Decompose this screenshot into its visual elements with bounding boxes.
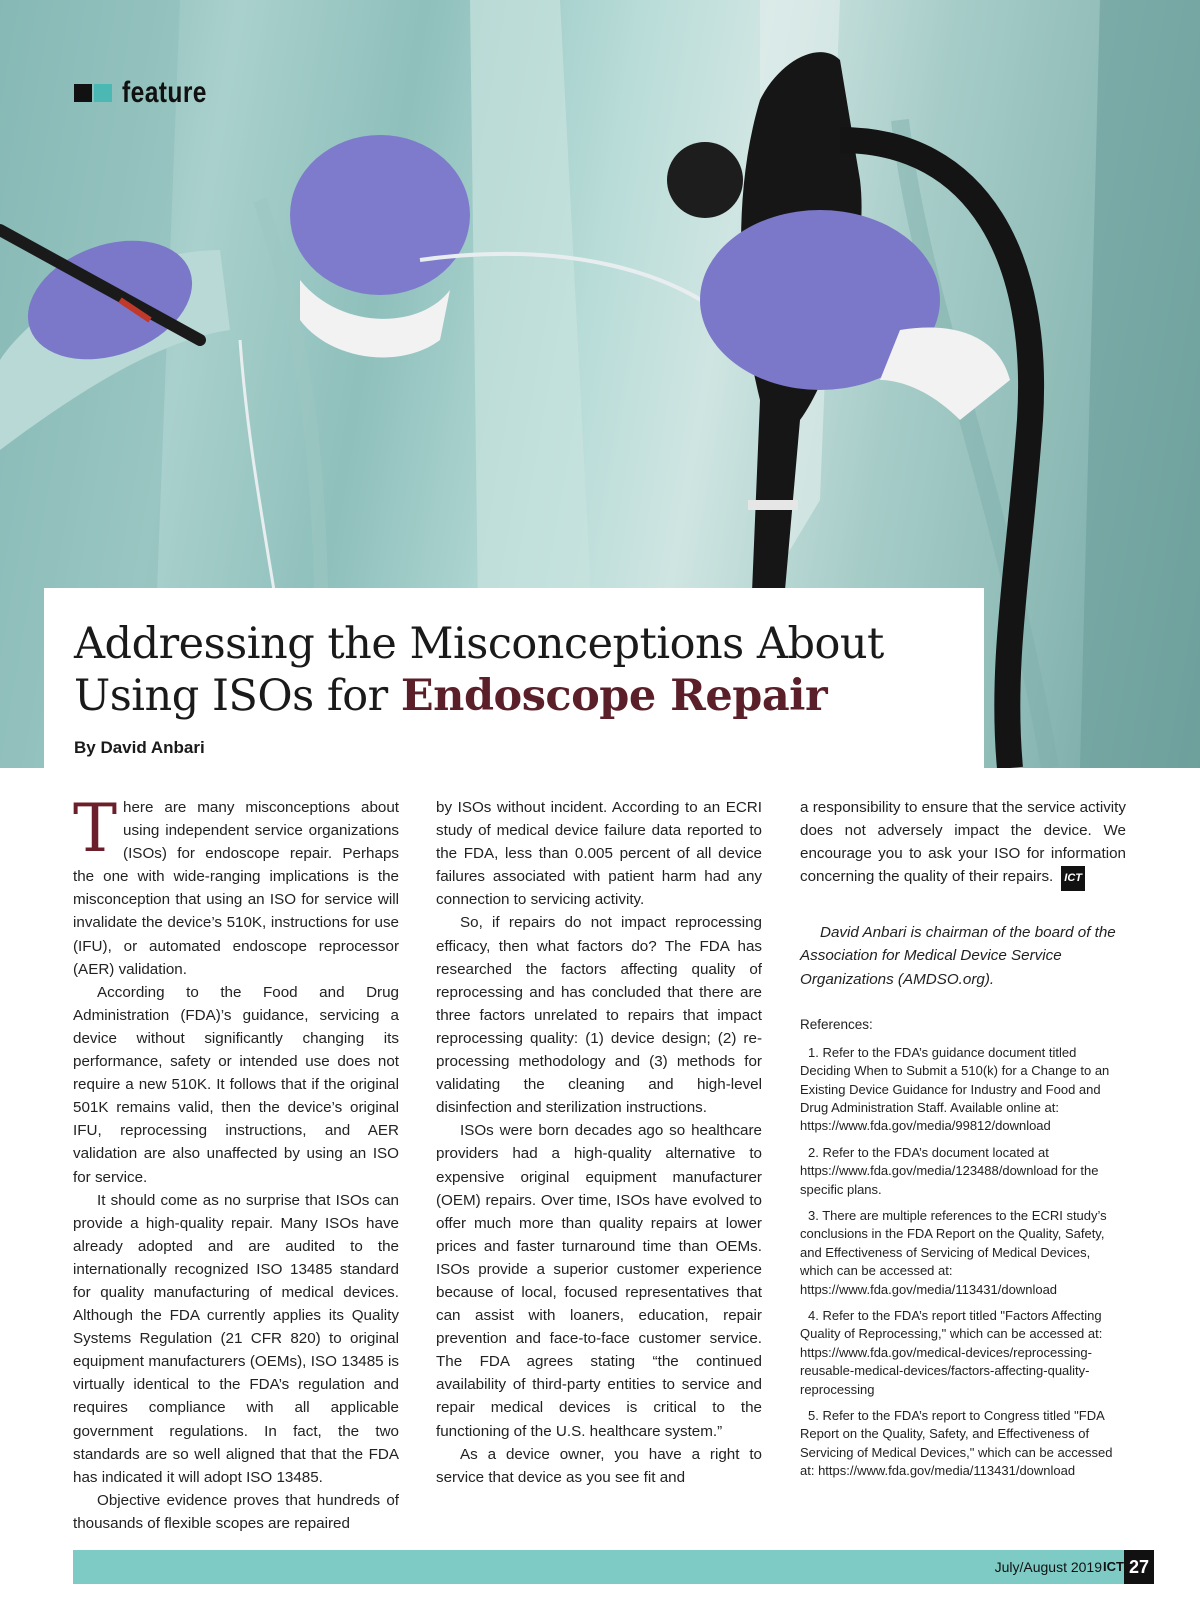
author-bio: David Anbari is chairman of the board of the Association for Medical Device Service Organizations (AMDSO.org). — [800, 924, 1116, 988]
reference-item: 3. There are multiple references to the ECRI study’s conclusions in the FDA Report on the Quality, Safety, and Effectiveness of Servicing of Medical Devices, which can be accessed at: https://www.fda.gov/media/113431/download — [800, 1208, 1107, 1297]
title-accent: Endoscope Repair — [400, 671, 828, 721]
paragraph-7-text: a responsibility to ensure that the service activity does not adversely impact the device. We encourage you to ask your ISO for information concerning the quality of their repairs. — [800, 799, 1126, 886]
paragraph-3: It should come as no surprise that ISOs can provide a high-quality repair. Many ISOs have already adopted and are audited to the internationally recognized ISO 13485 standard for quality manufacturing of medical devices. Although the FDA currently applies its Quality Systems Regulation (21 CFR 820) to original equipment manufacturers (OEMs), ISO 13485 is virtually identical to the FDA’s regulation and requires compliance with all applicable government regulations. In fact, the two standards are so well aligned that that the FDA has indicated it will adopt ISO 13485. — [73, 1191, 399, 1486]
article-column-3 — [800, 796, 1126, 1481]
section-square-dark — [74, 84, 92, 102]
paragraph-4-start: Objective evidence proves that hundreds of thousands of flexible scopes are repaired — [73, 1491, 399, 1532]
page-number: 27 — [1124, 1550, 1154, 1584]
paragraph-7-start: As a device owner, you have a right to service that device as you see fit and — [436, 1445, 762, 1486]
reference-item: 5. Refer to the FDA’s report to Congress titled "FDA Report on the Quality, Safety, and Effectiveness of Servicing of Medical Devices," which can be accessed at: https://www.fda.gov/media/113431/download — [800, 1408, 1113, 1479]
title-box — [44, 588, 984, 768]
byline: By David Anbari — [74, 738, 205, 757]
paragraph-5: So, if repairs do not impact reprocessing efficacy, then what factors do? The FDA has researched the factors affecting quality of reprocessing and has concluded that there are three factors unrelated to repairs that impact reprocessing quality: (1) device design; (2) re-processing methodology and (3) methods for validating the cleaning and high-level disinfection and sterilization instructions. — [436, 914, 762, 1117]
paragraph-4-continued: by ISOs without incident. According to an ECRI study of medical device failure data reported to the FDA, less than 0.005 percent of all device failures associated with patient harm had any connection to servicing activity. — [436, 799, 762, 909]
paragraph-6: ISOs were born decades ago so healthcare providers had a high-quality alternative to expensive original equipment manufacturer (OEM) repairs. Over time, ISOs have evolved to offer much more than quality repairs at lower prices and faster turnaround time than OEMs. ISOs provide a superior customer experience because of local, focused representatives that can assist with loaners, education, repair prevention and face-to-face customer service. The FDA agrees stating “the continued availability of third-party entities to service and repair medical devices is critical to the functioning of the U.S. healthcare system.” — [436, 1122, 762, 1440]
reference-item: 1. Refer to the FDA’s guidance document titled Deciding When to Submit a 510(k) for a Change to an Existing Device Guidance for Industry and Food and Drug Administration Staff. Available online at: https://www.fda.gov/media/99812/download — [800, 1044, 1110, 1134]
reference-item: 4. Refer to the FDA’s report titled "Factors Affecting Quality of Reprocessing," which can be accessed at: https://www.fda.gov/medical-devices/reprocessing-reusable-medical-devices/factors-affecting-quality-reprocessing — [800, 1308, 1103, 1397]
footer-issue: July/August 2019 — [994, 1559, 1102, 1575]
drop-cap: T — [73, 790, 118, 867]
footer-magazine: ICT — [1103, 1559, 1124, 1574]
article-title — [74, 618, 884, 722]
end-mark-logo: ICT — [1061, 866, 1085, 891]
paragraph-1 — [73, 790, 399, 981]
reference-item: 2. Refer to the FDA’s document located at https://www.fda.gov/media/123488/download for the specific plans. — [800, 1144, 1099, 1197]
paragraph-2: According to the Food and Drug Administration (FDA)’s guidance, servicing a device without significantly changing its performance, safety or intended use does not require a new 510K. It follows that if the original 501K remains valid, then the device’s original IFU, reprocessing instructions, and AER validation are also unaffected by using an ISO for service. — [73, 983, 399, 1186]
paragraph-1-text: here are many misconceptions about using independent service organizations (ISOs) for endoscope repair. Perhaps the one with wide-ranging implications is the misconception that using an ISO for service will invalidate the device’s 510K, instructions for use (IFU), or automated endoscope reprocessor (AER) validation. — [73, 799, 399, 978]
paragraph-7-continued — [800, 796, 1126, 891]
title-line-1: Addressing the Misconceptions About — [74, 619, 884, 669]
references-heading: References: — [800, 1016, 873, 1032]
title-line-2: Using ISOs for — [74, 671, 401, 721]
article-column-1 — [73, 790, 399, 1535]
article-column-2 — [436, 796, 762, 1489]
footer-bar — [73, 1550, 1127, 1584]
section-tag — [74, 76, 226, 110]
section-square-teal — [94, 84, 112, 102]
section-label: feature — [122, 76, 207, 109]
